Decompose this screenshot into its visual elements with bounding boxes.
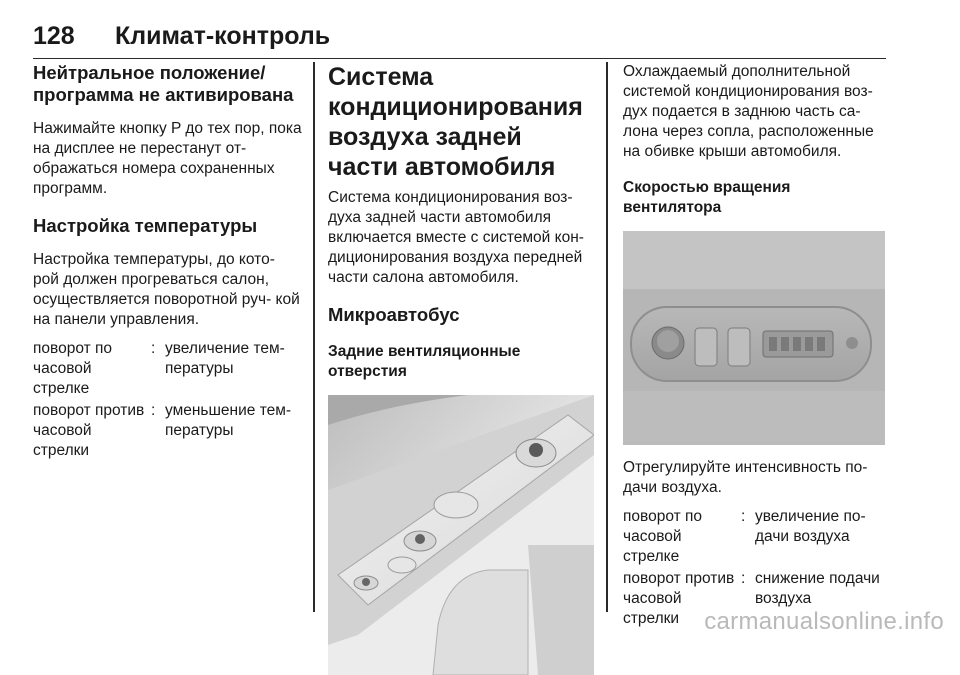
definition-separator: : xyxy=(741,570,746,587)
definition-row xyxy=(33,339,303,399)
para-neutral-position: Нажимайте кнопку P до тех пор, пока на дисплее не перестанут от- ображаться номера сохраненных программ. xyxy=(33,120,302,197)
heading-temperature: Настройка температуры xyxy=(33,215,258,236)
column-divider-1 xyxy=(313,62,315,612)
heading-minibus: Микроавтобус xyxy=(328,304,460,325)
temperature-controls-table xyxy=(33,339,303,461)
column-divider-2 xyxy=(606,62,608,612)
column-2 xyxy=(328,62,596,675)
definition-separator: : xyxy=(741,508,746,525)
definition-row xyxy=(33,399,303,461)
definition-separator: : xyxy=(151,340,156,357)
page-number: 128 xyxy=(33,22,75,50)
para-adjust-airflow: Отрегулируйте интенсивность по- дачи воздуха. xyxy=(623,459,868,496)
definition-description: увеличение по- дачи воздуха xyxy=(755,508,866,545)
definition-term: поворот против часовой стрелки xyxy=(623,570,735,627)
column-3 xyxy=(623,62,888,629)
heading-fan-speed: Скоростью вращения вентилятора xyxy=(623,179,791,216)
watermark: carmanualsonline.info xyxy=(704,608,944,635)
column-1 xyxy=(33,62,303,461)
heading-rear-vents: Задние вентиляционные отверстия xyxy=(328,343,521,380)
definition-term: поворот по часовой стрелке xyxy=(33,340,113,397)
definition-separator: : xyxy=(151,402,156,419)
para-rear-air-supply: Охлаждаемый дополнительной системой кондиционирования воз- дух подается в заднюю часть са- лона через сопла, расположенные на обивке крыши автомобиля. xyxy=(623,63,874,160)
definition-description: уменьшение тем- пературы xyxy=(165,402,292,439)
page-header xyxy=(33,20,886,59)
page-title: Климат-контроль xyxy=(115,22,331,50)
heading-neutral-position: Нейтральное положение/ программа не активирована xyxy=(33,62,294,105)
para-rear-ac: Система кондиционирования воз- духа задней части автомобиля включается вместе с системой кон- диционирования воздуха передней части салона автомобиля. xyxy=(328,189,584,286)
rear-vents-illustration xyxy=(328,395,594,675)
fan-speed-panel-illustration xyxy=(623,231,885,445)
heading-rear-ac: Система кондиционирования воздуха задней части автомобиля xyxy=(328,63,583,181)
definition-description: снижение подачи воздуха xyxy=(755,570,880,607)
definition-row xyxy=(623,507,888,567)
definition-term: поворот по часовой стрелке xyxy=(623,508,703,565)
definition-term: поворот против часовой стрелки xyxy=(33,402,145,459)
definition-description: увеличение тем- пературы xyxy=(165,340,285,377)
para-temperature: Настройка температуры, до кото- рой должен прогреваться салон, осуществляется поворотной руч- кой на панели управления. xyxy=(33,251,300,328)
